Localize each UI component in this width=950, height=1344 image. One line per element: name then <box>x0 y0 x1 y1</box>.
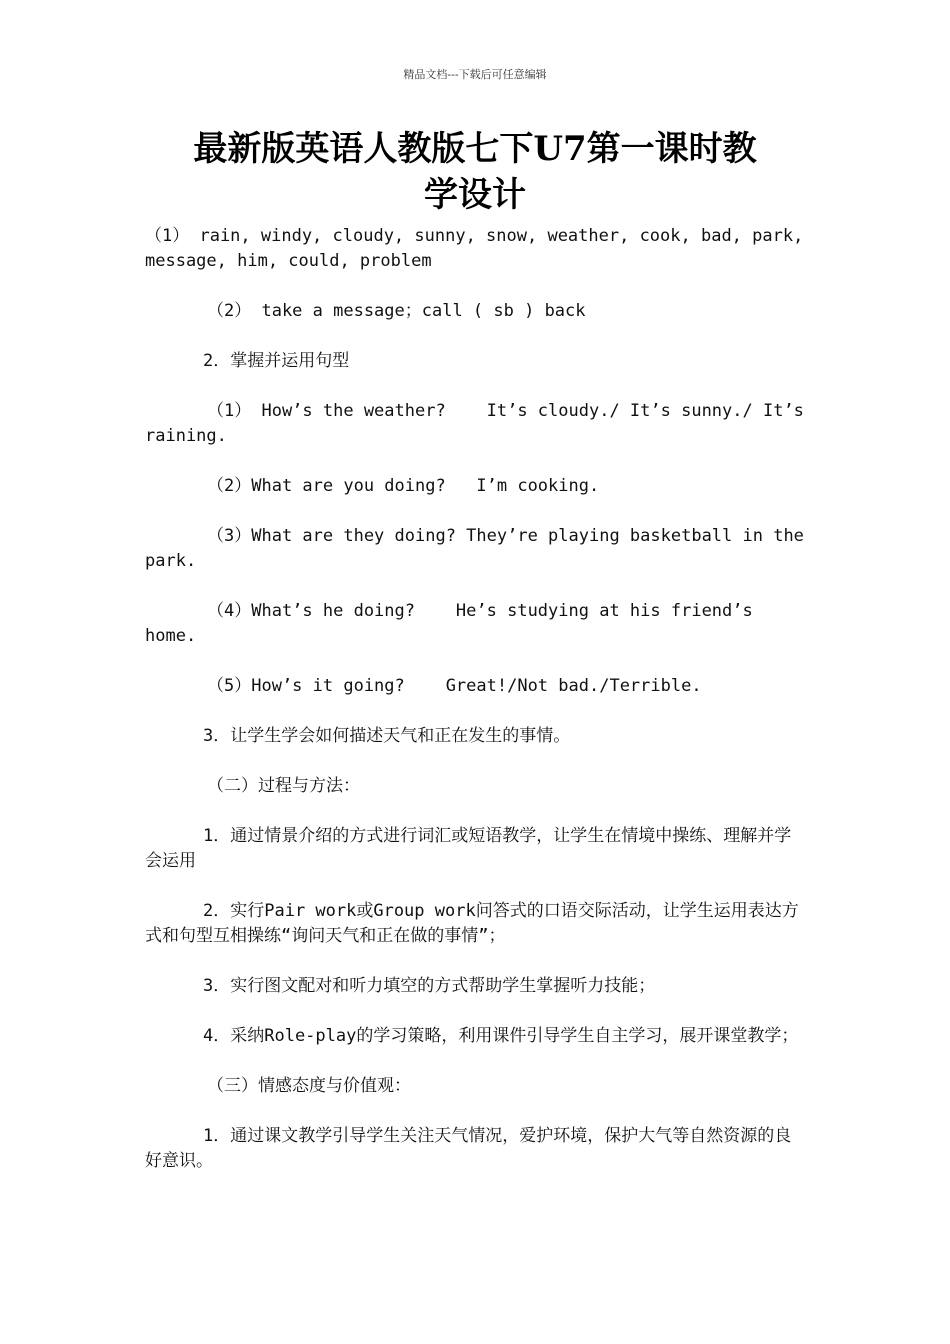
sentence-pattern-4: （4）What’s he doing? He’s studying at his friend’s home. <box>145 601 763 646</box>
vocab-list-1: （1） rain, windy, cloudy, sunny, snow, weather, cook, bad, park, message, him, could, problem <box>145 226 814 271</box>
process-item-3: 3．实行图文配对和听力填空的方式帮助学生掌握听力技能； <box>203 976 656 996</box>
process-item-1: 1．通过情景介绍的方式进行词汇或短语教学，让学生在情境中操练、理解并学会运用 <box>145 826 792 871</box>
sentence-pattern-1: （1） How’s the weather? It’s cloudy./ It’s sunny./ It’s raining. <box>145 401 815 446</box>
section-heading-sentences: 2．掌握并运用句型 <box>203 351 350 371</box>
process-item-2: 2．实行Pair work或Group work问答式的口语交际活动，让学生运用表达方式和句型互相操练“询问天气和正在做的事情”； <box>145 901 799 946</box>
title-line-2: 学设计 <box>424 175 526 215</box>
sentence-pattern-3: （3）What are they doing? They’re playing basketball in the park. <box>145 526 815 571</box>
process-item-4: 4．采纳Role-play的学习策略，利用课件引导学生自主学习，展开课堂教学； <box>203 1026 799 1046</box>
title-line-1: 最新版英语人教版七下U7第一课时教 <box>193 129 757 169</box>
page-header: 精品文档---下载后可任意编辑 <box>403 68 547 81</box>
objective-3: 3．让学生学会如何描述天气和正在发生的事情。 <box>203 726 571 746</box>
document-title <box>150 126 800 218</box>
section-heading-attitude: （三）情感态度与价值观： <box>207 1076 411 1096</box>
section-heading-process: （二）过程与方法： <box>207 776 360 796</box>
sentence-pattern-5: （5）How’s it going? Great!/Not bad./Terrible. <box>207 676 702 696</box>
attitude-item-1: 1．通过课文教学引导学生关注天气情况，爱护环境，保护大气等自然资源的良好意识。 <box>145 1126 792 1171</box>
document-body <box>145 224 815 1199</box>
sentence-pattern-2: （2）What are you doing? I’m cooking. <box>207 476 600 496</box>
vocab-list-2: （2） take a message；call ( sb ) back <box>207 301 586 321</box>
